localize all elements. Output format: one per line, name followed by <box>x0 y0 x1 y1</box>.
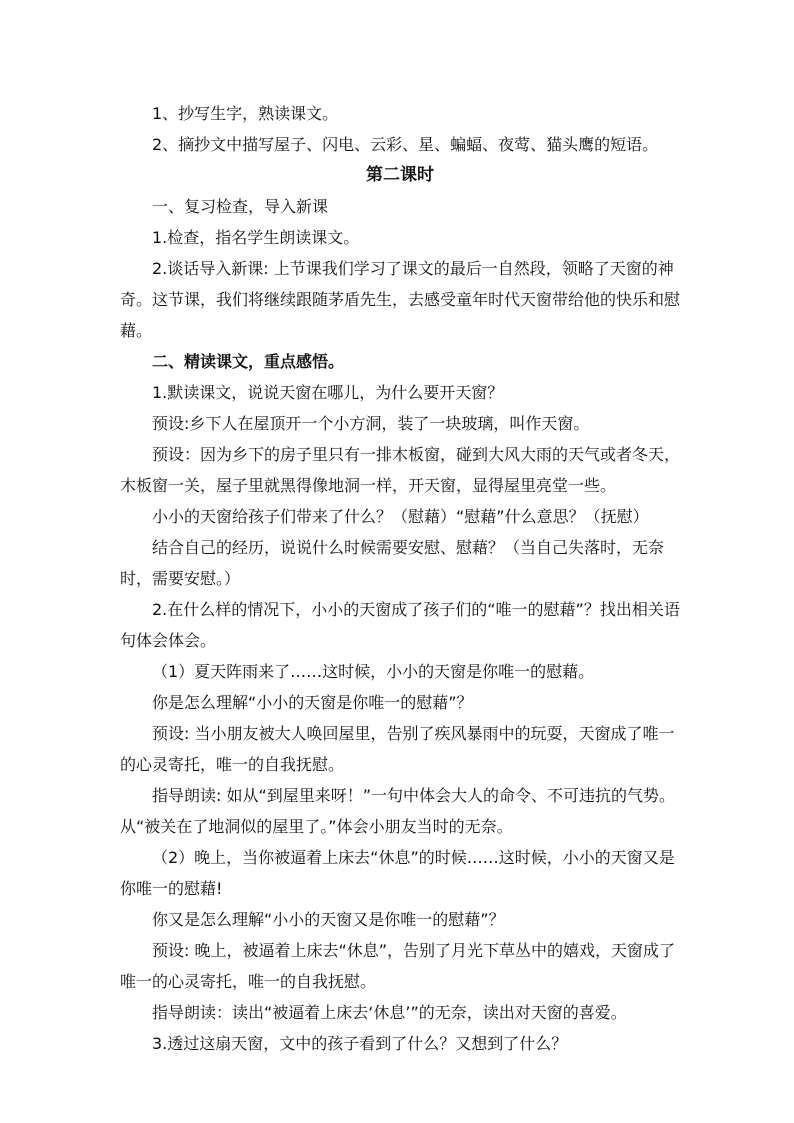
question-3: 3.透过这扇天窗，文中的孩子看到了什么？又想到了什么？ <box>152 1034 568 1053</box>
question-understanding-1: 你是怎么理解“小小的天窗是你唯一的慰藉”？ <box>152 693 473 712</box>
paragraph-homework-1: 1、抄写生字，熟读课文。 <box>152 104 339 123</box>
preset-1: 预设:乡下人在屋顶开一个小方洞，装了一块玻璃，叫作天窗。 <box>152 414 590 433</box>
preset-3: 预设: 当小朋友被大人唤回屋里，告别了疾风暴雨中的玩耍，天窗成了唯一的心灵寄托，唯一的自我抚慰。 <box>120 724 675 774</box>
question-experience: 结合自己的经历，说说什么时候需要安慰、慰藉？（当自己失落时，无奈时，需要安慰。） <box>120 538 665 588</box>
reading-guide-1: 指导朗读: 如从“到屋里来呀！”一句中体会大人的命令、不可违抗的气势。从“被关在了地洞似的屋里了。”体会小朋友当时的无奈。 <box>120 786 676 836</box>
question-comfort: 小小的天窗给孩子们带来了什么？（慰藉）“慰藉”什么意思？（抚慰） <box>152 507 649 526</box>
reading-guide-2: 指导朗读：读出“被逼着上床去‘休息’”的无奈，读出对天窗的喜爱。 <box>152 1003 627 1022</box>
section-title: 第二课时 <box>366 165 434 185</box>
heading-close-reading: 二、精读课文，重点感悟。 <box>152 352 345 371</box>
document-body <box>120 98 680 1059</box>
preset-4: 预设: 晚上，被逼着上床去“休息”，告别了月光下草丛中的嬉戏，天窗成了唯一的心灵寄托，唯一的自我抚慰。 <box>120 941 676 991</box>
preset-2: 预设：因为乡下的房子里只有一排木板窗，碰到大风大雨的天气或者冬天，木板窗一关，屋子里就黑得像地洞一样，开天窗，显得屋里亮堂一些。 <box>120 445 681 495</box>
heading-review: 一、复习检查，导入新课 <box>152 197 329 216</box>
paragraph-homework-2: 2、摘抄文中描写屋子、闪电、云彩、星、蝙蝠、夜莺、猫头鹰的短语。 <box>152 135 659 154</box>
case-2: （2）晚上，当你被逼着上床去“休息”的时候……这时候，小小的天窗又是你唯一的慰藉! <box>120 848 675 898</box>
paragraph-check: 1.检查，指名学生朗读课文。 <box>152 228 360 247</box>
paragraph-intro: 2.谈话导入新课: 上节课我们学习了课文的最后一自然段，领略了天窗的神奇。这节课，我们将继续跟随茅盾先生，去感受童年时代天窗带给他的快乐和慰藉。 <box>120 259 681 340</box>
case-1: （1）夏天阵雨来了……这时候，小小的天窗是你唯一的慰藉。 <box>152 662 595 681</box>
question-understanding-2: 你又是怎么理解“小小的天窗又是你唯一的慰藉”？ <box>152 910 505 929</box>
question-1: 1.默读课文，说说天窗在哪儿，为什么要开天窗？ <box>152 383 504 402</box>
question-2: 2.在什么样的情况下，小小的天窗成了孩子们的“唯一的慰藉”？找出相关语句体会体会。 <box>120 600 680 650</box>
